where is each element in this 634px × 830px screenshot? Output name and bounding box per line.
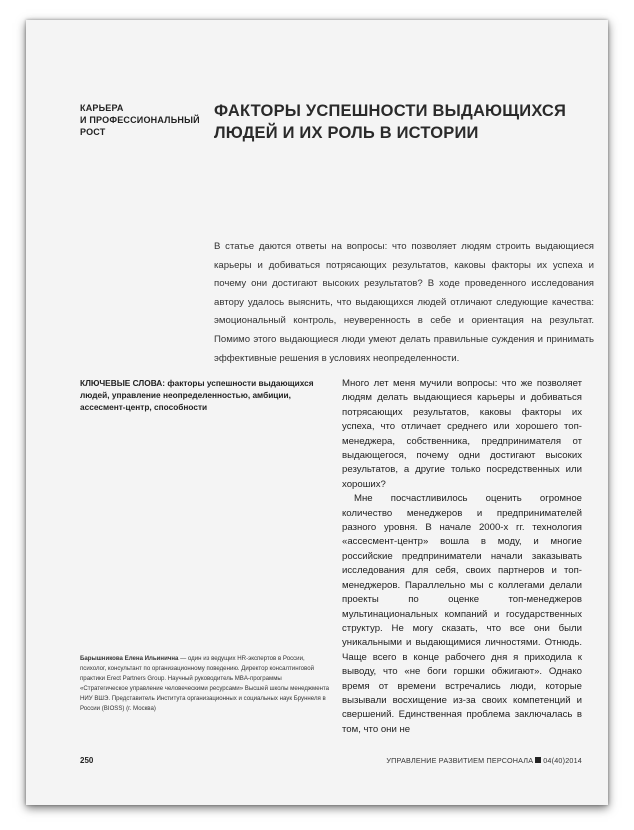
article-title	[214, 100, 594, 144]
title-line: ФАКТОРЫ УСПЕШНОСТИ ВЫДАЮЩИХСЯ	[214, 102, 567, 120]
paragraph: Мне посчастливилось оценить огромное количество менеджеров и предпринимателей разного уровня. В начале 2000-х гг. технология «ассесмент-центр» вошла в моду, и многие российские предприниматели начали заказывать исследования для себя, своих партнеров и топ-менеджеров. Параллельно мы с коллегами делали проекты по оценке топ-менеджеров мультинациональных компаний и государственных структур. Не могу сказать, что все они были уникальными и выдающимися личностями. Отнюдь. Чаще всего в конце рабочего дня я приходила к выводу, что «не боги горшки обжигают». Однако время от времени встречались люди, которые вызывали восхищение из-за своих компетенций и свершений. Единственная проблема заключалась в том, что они не	[342, 493, 582, 735]
running-footer	[386, 756, 582, 765]
title-line: ЛЮДЕЙ И ИХ РОЛЬ В ИСТОРИИ	[214, 124, 479, 142]
author-name: Барышникова Елена Ильинична	[80, 655, 179, 662]
body-text	[342, 377, 582, 737]
section-label-line: РОСТ	[80, 127, 106, 137]
journal-name: УПРАВЛЕНИЕ РАЗВИТИЕМ ПЕРСОНАЛА	[386, 756, 534, 765]
keywords: КЛЮЧЕВЫЕ СЛОВА: факторы успешности выдающихся людей, управление неопределенностью, амбиции, ассесмент-центр, способности	[80, 378, 314, 412]
author-bio: — один из ведущих HR-экспертов в России, психолог, консультант по организационному поведению. Директор консалтинговой практики Erect Partners Group. Научный руководитель MBA-программы «Стратегическое управление человеческими ресурсами» Высшей школы менеджмента НИУ ВШЭ. Представитель Института организационных и социальных наук Бруннеля в России (BIOSS) (г. Москва)	[80, 655, 330, 712]
paragraph: Много лет меня мучили вопросы: что же позволяет людям делать выдающиеся карьеры и добиваться потрясающих результатов, каковы факторы их успеха, что отличает среднего или хорошего топ-менеджера, собственника, предпринимателя от выдающегося, почему одни достигают высоких результатов, а другие только посредственных или хороших?	[342, 378, 582, 490]
journal-page	[26, 20, 608, 805]
square-separator-icon	[535, 757, 541, 763]
section-label-line: КАРЬЕРА	[80, 103, 124, 113]
page-number: 250	[80, 756, 94, 765]
section-label	[80, 102, 210, 138]
author-note	[80, 654, 330, 714]
issue-number: 04(40)2014	[543, 756, 582, 765]
abstract: В статье даются ответы на вопросы: что позволяет людям строить выдающиеся карьеры и добиваться потрясающих результатов, каковы факторы их успеха и почему они достигают высоких результатов? В ходе проведенного исследования автору удалось выяснить, что выдающихся людей отличают следующие качества: эмоциональный контроль, неуверенность в себе и ориентация на результат. Помимо этого выдающиеся люди умеют делать правильные суждения и принимать эффективные решения в условиях неопределенности.	[214, 241, 594, 364]
section-label-line: И ПРОФЕССИОНАЛЬНЫЙ	[80, 115, 200, 125]
